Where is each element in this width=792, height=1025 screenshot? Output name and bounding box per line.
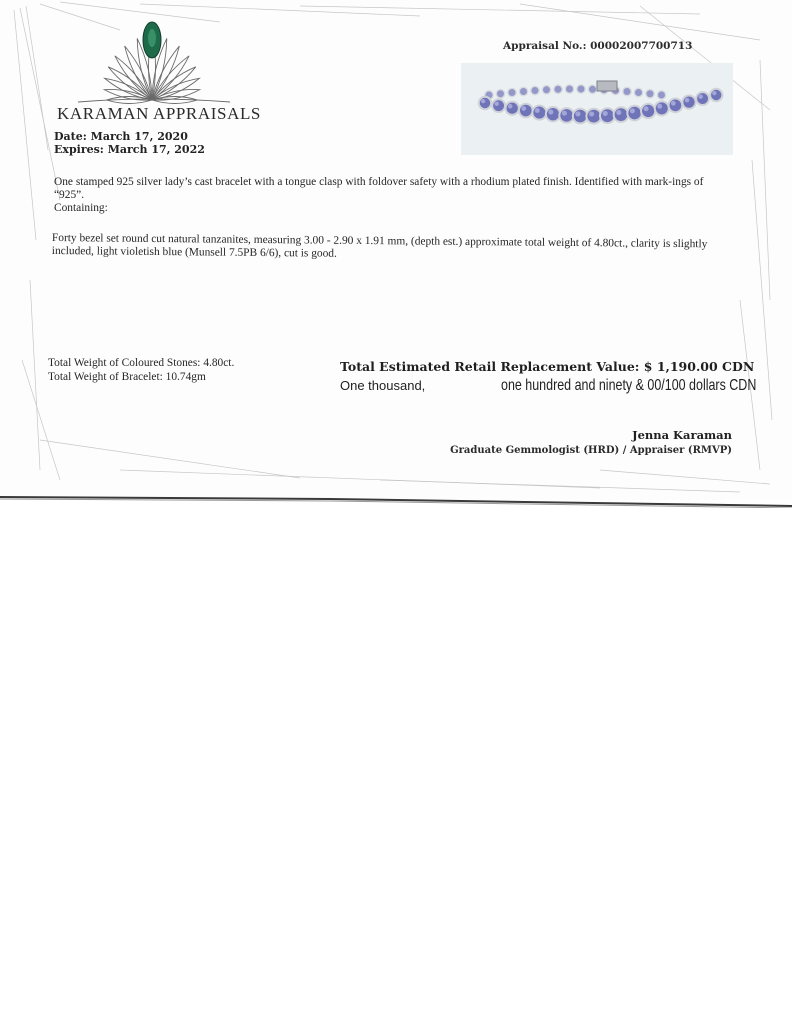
bracelet-stone-front — [479, 97, 491, 109]
coloured-stones-weight: Total Weight of Coloured Stones: 4.80ct. — [48, 357, 235, 369]
bracelet-stone-front — [506, 102, 519, 115]
bracelet-stone-front — [710, 89, 722, 101]
bracelet-stone-front — [600, 108, 615, 123]
bracelet-stone-highlight — [657, 104, 662, 109]
bracelet-stone-back — [519, 87, 527, 95]
value-in-words — [340, 377, 757, 395]
stone-description: Forty bezel set round cut natural tanzanites, measuring 3.00 - 2.90 x 1.91 mm, (depth est.) approximate total weight of 4.80ct., clarity is slightly included, light violetish blue (Munsell 7.5PB 6/6), cut is good. — [51, 232, 708, 260]
replacement-value: Total Estimated Retail Replacement Value: $ 1,190.00 CDN — [340, 359, 755, 374]
marquise-emerald-fan-icon — [70, 16, 240, 108]
signature-block — [420, 428, 732, 456]
bracelet-stone-highlight — [481, 99, 485, 103]
bracelet-stone-front — [559, 108, 574, 123]
bracelet-stone-highlight — [616, 110, 621, 115]
tanzanite-tennis-bracelet-photo — [461, 63, 733, 155]
bracelet-stone-front — [682, 95, 695, 108]
bracelet-stone-back — [554, 85, 562, 93]
bracelet-stone-highlight — [603, 111, 608, 116]
bracelet-weight: Total Weight of Bracelet: 10.74gm — [48, 371, 206, 383]
bracelet-stone-back — [565, 85, 573, 93]
bracelet-stone-highlight — [698, 94, 702, 98]
bracelet-stone-highlight — [535, 108, 540, 113]
bracelet-stone-highlight — [685, 98, 690, 103]
dates-block — [54, 130, 205, 156]
bracelet-stone-back — [634, 88, 642, 96]
bracelet-stone-highlight — [712, 91, 716, 95]
value-words-rest: one hundred and ninety & 00/100 dollars CDN — [500, 377, 757, 394]
bracelet-stone-front — [627, 106, 642, 121]
bracelet-stone-front — [573, 109, 588, 124]
bracelet-stone-front — [519, 104, 533, 118]
bracelet-stone-front — [546, 107, 560, 121]
bracelet-stone-back — [508, 88, 516, 96]
bracelet-stone-back — [646, 90, 654, 98]
bracelet-stone-back — [531, 86, 539, 94]
appraisal-date: Date: March 17, 2020 — [54, 130, 188, 143]
bracelet-stone-front — [641, 104, 655, 118]
bracelet-stone-highlight — [521, 106, 526, 111]
value-block — [340, 359, 757, 395]
appraisal-number: Appraisal No.: 00002007700713 — [503, 40, 693, 52]
bracelet-stone-highlight — [630, 108, 635, 113]
bracelet-clasp — [597, 81, 617, 91]
item-description — [54, 176, 732, 215]
appraiser-name: Jenna Karaman — [632, 428, 732, 442]
weights-block — [48, 356, 234, 384]
bracelet-stone-highlight — [548, 110, 553, 115]
bracelet-stone-back — [577, 85, 585, 93]
bracelet-stone-back — [496, 90, 504, 98]
bracelet-stone-front — [586, 109, 601, 124]
bracelet-stone-front — [655, 101, 669, 115]
bracelet-stone-highlight — [644, 106, 649, 111]
bracelet-stone-highlight — [508, 104, 513, 109]
bracelet-stone-back — [657, 91, 665, 99]
bracelet-stone-highlight — [575, 111, 580, 116]
brand-name: KARAMAN APPRAISALS — [57, 104, 261, 123]
bracelet-stone-front — [669, 99, 683, 113]
expiry-date: Expires: March 17, 2022 — [54, 143, 205, 156]
containing-label: Containing: — [54, 202, 108, 214]
appraiser-title: Graduate Gemmologist (HRD) / Appraiser (RMVP) — [450, 445, 732, 456]
bracelet-stone-back — [623, 87, 631, 95]
paper-edge-shadow — [0, 494, 792, 508]
bracelet-stone-highlight — [671, 101, 676, 106]
bracelet-stone-highlight — [562, 111, 567, 116]
bracelet-stone-front — [532, 106, 546, 120]
bracelet-stone-highlight — [494, 101, 498, 105]
bracelet-stone-back — [588, 85, 596, 93]
bracelet-stone-front — [696, 92, 709, 105]
bracelet-stone-front — [614, 107, 629, 122]
bracelet-stone-highlight — [589, 111, 594, 116]
item-description-text: One stamped 925 silver lady’s cast bracelet with a tongue clasp with foldover safety with a rhodium plated finish. Identified with mark-ings of “925”. — [54, 176, 704, 201]
bracelet-stone-front — [492, 99, 505, 112]
bracelet-stone-back — [542, 86, 550, 94]
value-words-prefix: One thousand, — [340, 378, 426, 393]
